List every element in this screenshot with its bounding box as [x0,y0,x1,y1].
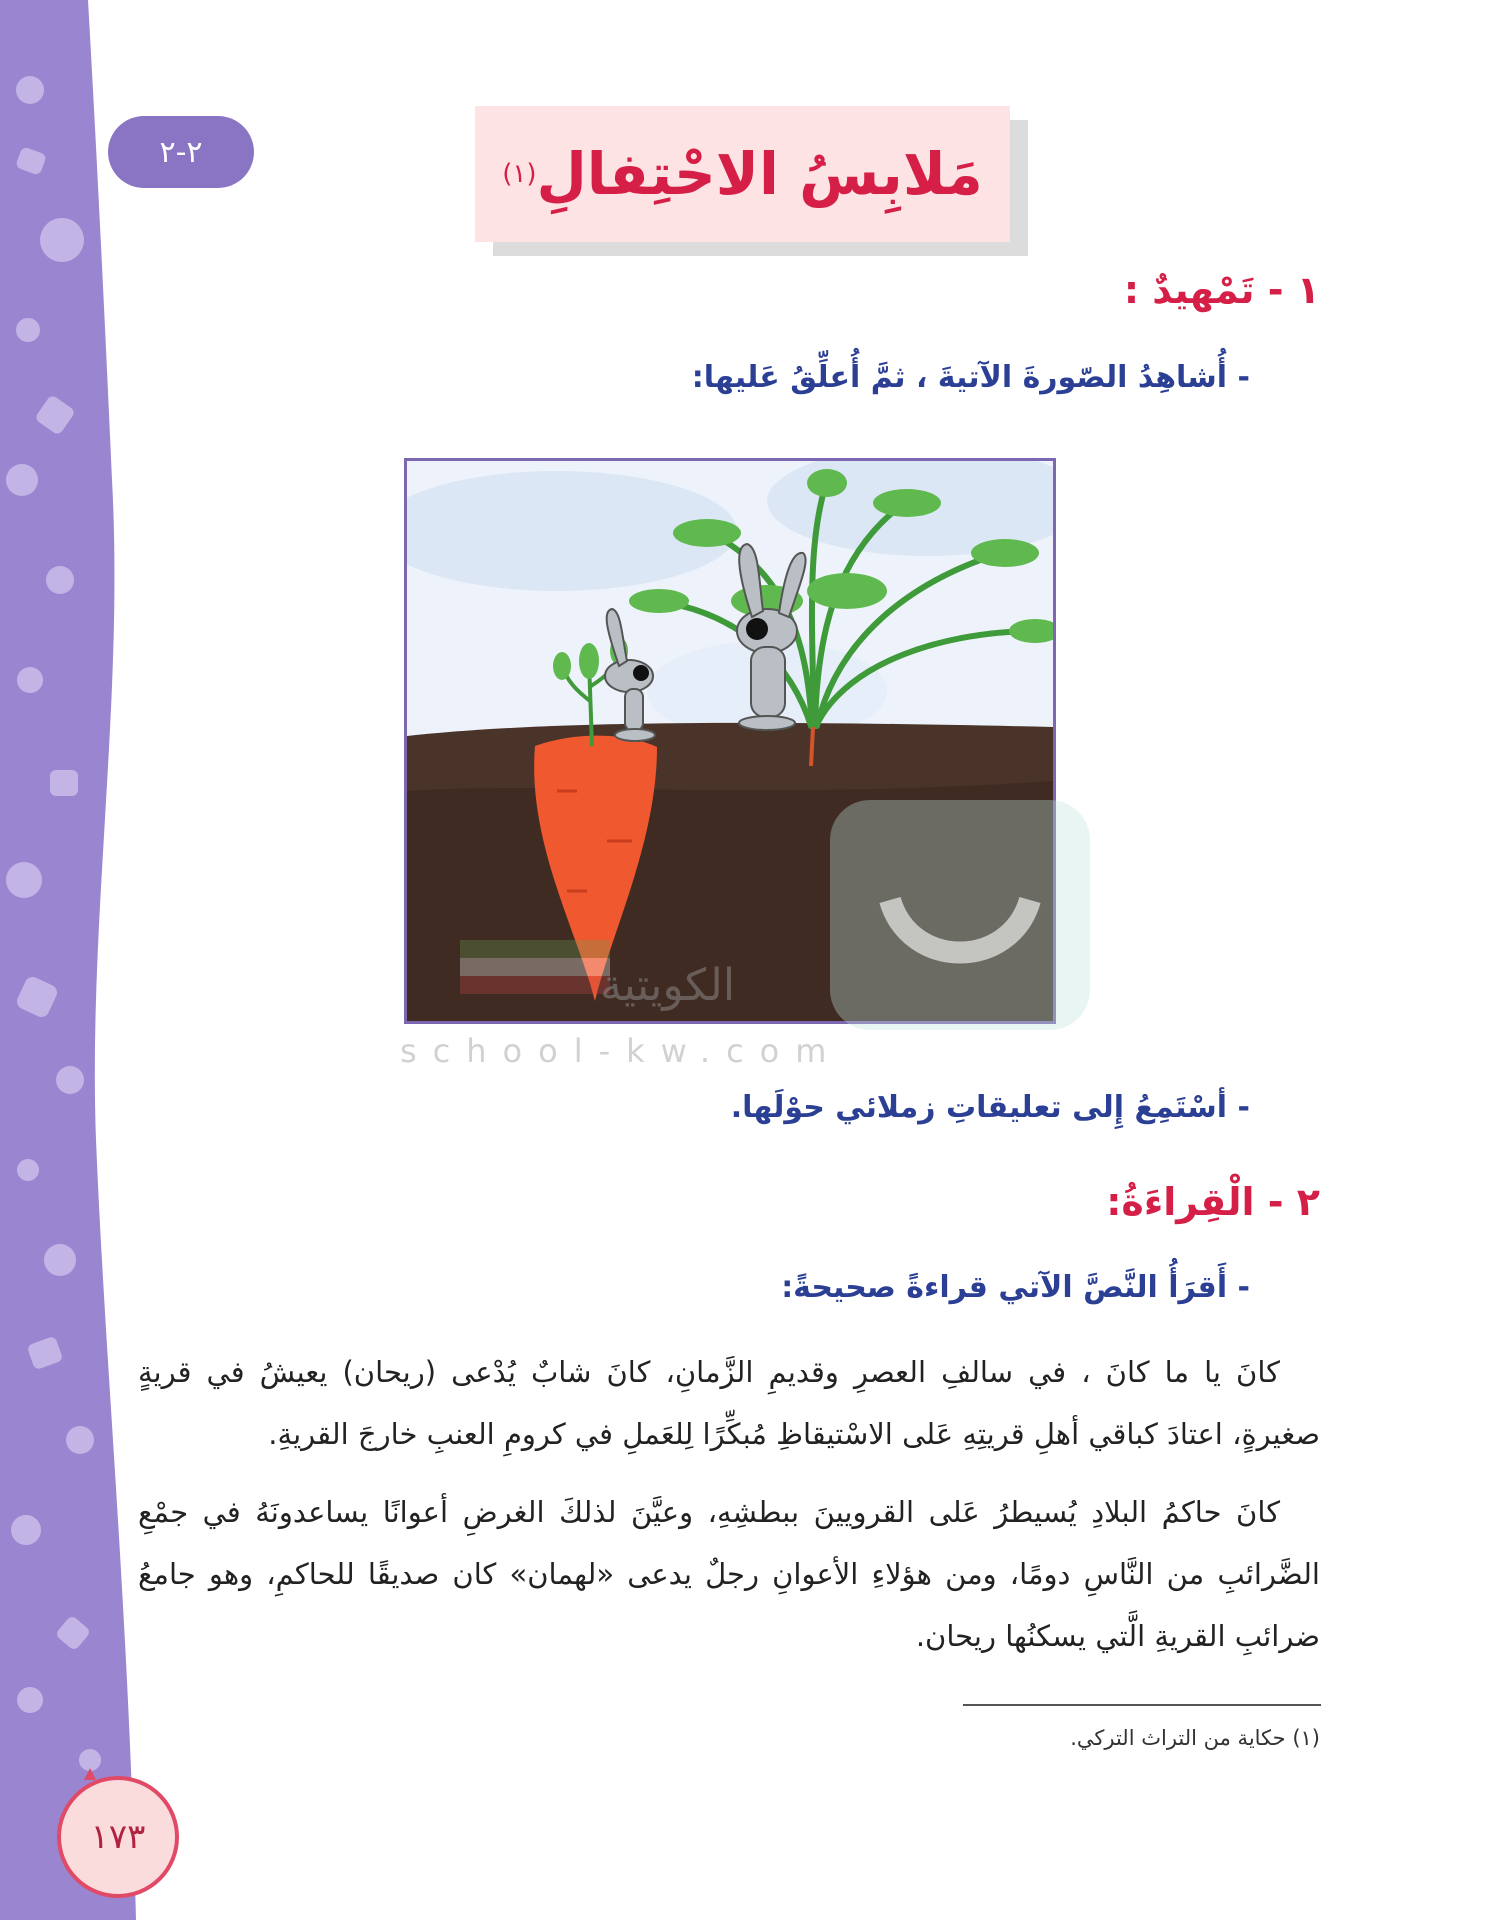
story-paragraph-1: كانَ يا ما كانَ ، في سالفِ العصرِ وقديمِ الزَّمانِ، كانَ شابٌ يُدْعى (ريحان) يعيشُ في قريةٍ صغيرةٍ، اعتادَ كباقي أهلِ قريتِهِ عَلى الاسْتيقاظِ مُبكِّرًا لِلعَملِ في كرومِ العنبِ خارجَ القريةِ. [138,1355,1320,1451]
carrot-rabbits-illustration [404,458,1056,1024]
section-heading-reading: ٢ - الْقِراءَةُ: [1106,1180,1320,1224]
illustration-drawing [407,461,1053,1021]
instruction-observe-picture: - أُشاهِدُ الصّورةَ الآتيةَ ، ثمَّ أُعلِّقُ عَليها: [691,360,1250,395]
lesson-title-box [475,106,1010,242]
footnote-divider [963,1704,1321,1706]
story-paragraph-2: كانَ حاكمُ البلادِ يُسيطرُ عَلى القرويينَ ببطشِهِ، وعيَّنَ لذلكَ الغرضِ أعوانًا يساعدونَهُ في جمْعِ الضَّرائبِ من النَّاسِ دومًا، ومن هؤلاءِ الأعوانِ رجلٌ يدعى «لهمان» كان صديقًا للحاكمِ، وهو جامعُ ضرائبِ القريةِ الَّتي يسكنُها ريحان. [138,1495,1320,1653]
watermark-site-text: school-kw.com [400,1032,843,1070]
lesson-title: مَلابِسُ الاحْتِفالِ [536,140,983,208]
title-footnote-mark: (١) [502,159,537,189]
page-number: ١٧٣ [57,1776,179,1898]
watermark-arabic-text: الكويتية [600,960,736,1011]
unit-number-badge: ٢-٢ [108,116,254,188]
instruction-listen-comments: - أسْتَمِعُ إِلى تعليقاتِ زملائي حوْلَها. [730,1090,1250,1125]
side-decorative-band [0,0,150,1920]
instruction-read-text: - أَقرَأُ النَّصَّ الآتي قراءةً صحيحةً: [781,1270,1250,1305]
footnote-text: (١) حكاية من التراث التركي. [1070,1726,1320,1750]
section-heading-introduction: ١ - تَمْهيدٌ : [1123,268,1320,312]
